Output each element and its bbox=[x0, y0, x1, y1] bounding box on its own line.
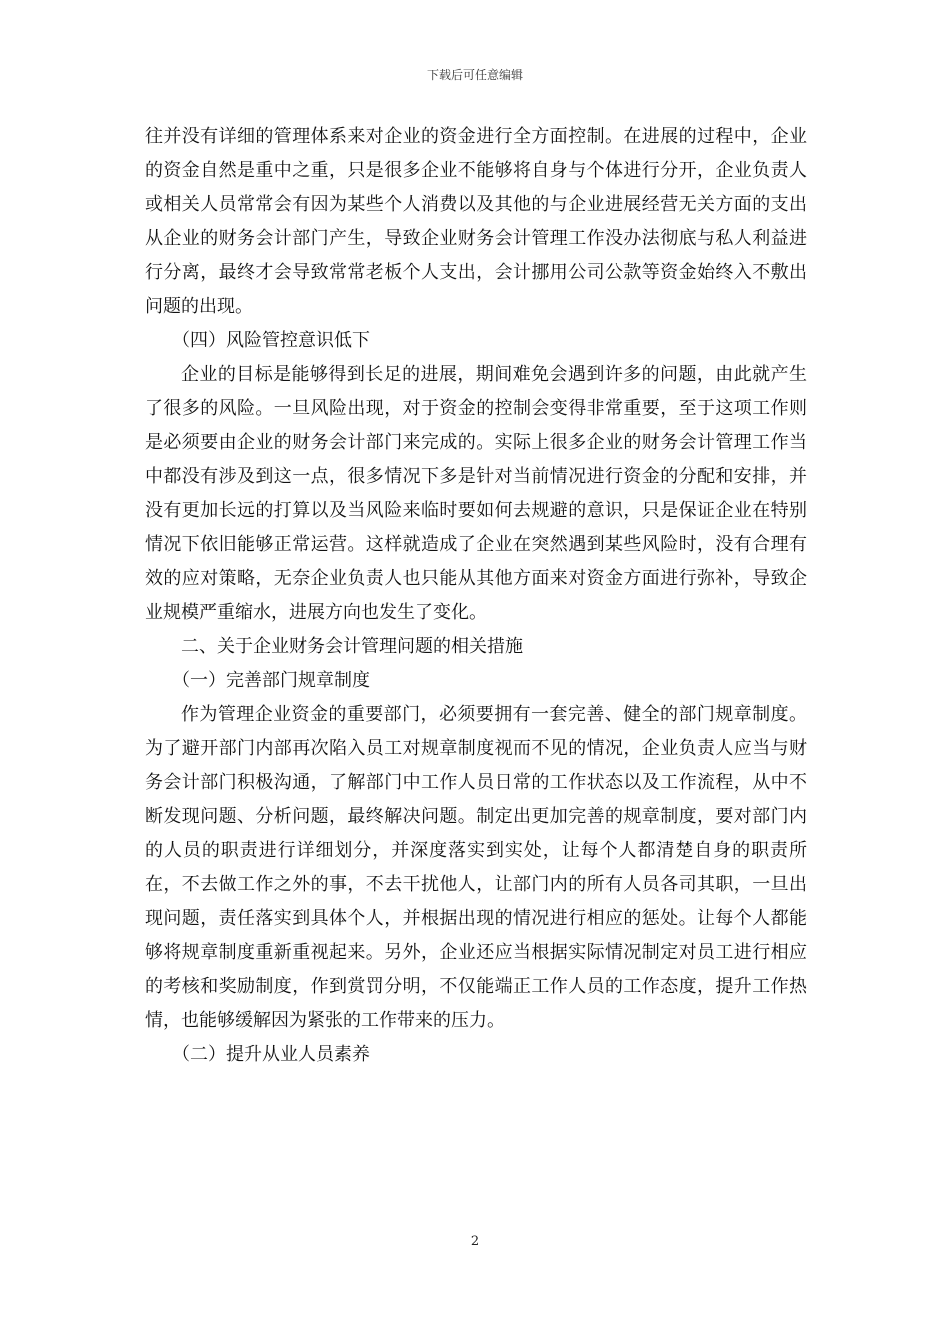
section-heading-measures: 二、关于企业财务会计管理问题的相关措施 bbox=[181, 636, 523, 657]
page-number: 2 bbox=[470, 1234, 480, 1249]
paragraph-risk-control: 企业的目标是能够得到长足的进展，期间难免会遇到许多的问题，由此就产生了很多的风险。一旦风险出现，对于资金的控制会变得非常重要，至于这项工作则是必须要由企业的财务会计部门来完成的。实际上很多企业的财务会计管理工作当中都没有涉及到这一点，很多情况下多是针对当前情况进行资金的分配和安排，并没有更加长远的打算以及当风险来临时要如何去规避的意识，只是保证企业在特别情况下依旧能够正常运营。这样就造成了企业在突然遇到某些风险时，没有合理有效的应对策略，无奈企业负责人也只能从其他方面来对资金方面进行弥补，导致企业规模严重缩水，进展方向也发生了变化。 bbox=[145, 364, 807, 623]
paragraph-continuation: 往并没有详细的管理体系来对企业的资金进行全方面控制。在进展的过程中，企业的资金自然是重中之重，只是很多企业不能够将自身与个体进行分开，企业负责人或相关人员常常会有因为某些个人消费以及其他的与企业进展经营无关方面的支出从企业的财务会计部门产生，导致企业财务会计管理工作没办法彻底与私人利益进行分离，最终才会导致常常老板个人支出，会计挪用公司公款等资金始终入不敷出问题的出现。 bbox=[145, 126, 807, 317]
section-heading-risk-control: （四）风险管控意识低下 bbox=[172, 330, 370, 351]
subsection-heading-regulations: （一）完善部门规章制度 bbox=[172, 670, 370, 691]
document-body bbox=[145, 120, 807, 1072]
page-header: 下载后可任意编辑 bbox=[426, 68, 523, 82]
subsection-heading-staff-quality: （二）提升从业人员素养 bbox=[172, 1044, 370, 1065]
paragraph-regulations: 作为管理企业资金的重要部门，必须要拥有一套完善、健全的部门规章制度。为了避开部门内部再次陷入员工对规章制度视而不见的情况，企业负责人应当与财务会计部门积极沟通，了解部门中工作人员日常的工作状态以及工作流程，从中不断发现问题、分析问题，最终解决问题。制定出更加完善的规章制度，要对部门内的人员的职责进行详细划分，并深度落实到实处，让每个人都清楚自身的职责所在，不去做工作之外的事，不去干扰他人，让部门内的所有人员各司其职，一旦出现问题，责任落实到具体个人，并根据出现的情况进行相应的惩处。让每个人都能够将规章制度重新重视起来。另外，企业还应当根据实际情况制定对员工进行相应的考核和奖励制度，作到赏罚分明，不仅能端正工作人员的工作态度，提升工作热情，也能够缓解因为紧张的工作带来的压力。 bbox=[145, 704, 807, 1031]
